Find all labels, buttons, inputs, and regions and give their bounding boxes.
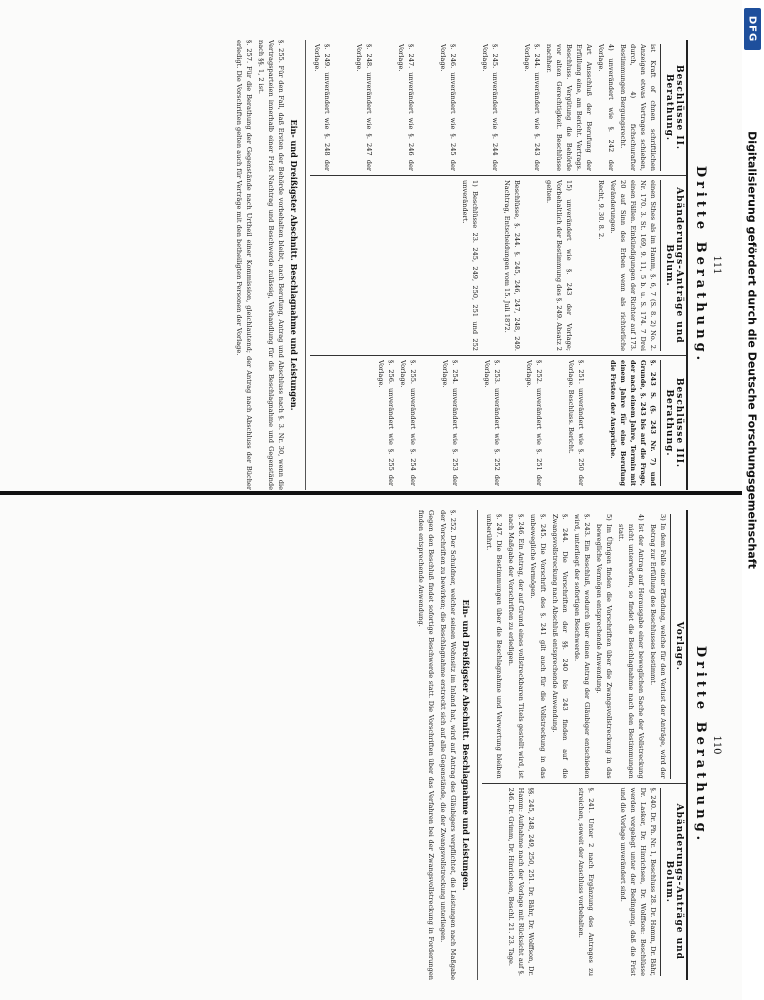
page-111 [57,40,722,490]
page-number: 110 [711,735,722,755]
column-third-reading [310,355,686,490]
section-rule [305,40,306,490]
page-title: Dritte Berathung. [693,645,708,845]
column-header: Abänderungs-Anträge und Bolum. [660,180,686,351]
paragraph: ist Kraft of chnen schriftlichen Anzeigen etwas Vertrages schieben, durch, 4) fichschurafter Bestimmungen Bergungsrecht. [619,44,657,171]
column-second-reading [310,40,686,175]
section-paragraph: §. 257. Für die Berathung der Gegenstände nach Urtheil einer Kommission, gleichlautend; der Antrag nach Abschluss der Bücher erledigt. Die Vorschriften gelten auch für Verträge mit den betheiligten Personen der Vorlage. [235,40,253,490]
paragraph: 4) unverändert wie §. 242 der Vorlage. [597,44,615,171]
paragraph: §. 249. unverändert wie §. 248 der Vorlage. [313,44,331,171]
paragraph: Recht, 9. 30. 8. 2. [597,180,605,240]
column-table [310,40,686,490]
column-bill [482,510,686,783]
paragraph: §. 243. Ein Beschluß, wodurch über einen Antrag der Gläubiger entschieden wird, unterliegt der sofortigen Beschwerde. [573,514,591,779]
paragraph: §. 253. unverändert wie §. 252 der Vorlage. [483,360,501,486]
paragraph: §. 243 S. (§. 243 Nr. 7) und Grunde, §. 243 bis auf die Frage, der nach einem Jahre, Termin mit einem Jahre für eine Berufung die Fristen der Ansprüche. [609,360,657,486]
paragraph: §. 245. Die Vorschrift des §. 241 gilt auch für die Vollstreckung in das unbewegliche Vermögen. [529,514,547,779]
paragraph: §. 247. Die Bestimmungen über die Beschlagnahme und Verwertung bleiben unberührt. [485,514,503,779]
section-heading: Ein- und Dreißigster Abschnitt. Beschlagnahme und Leistungen. [289,119,299,411]
section-paragraph: Gegen den Beschluß findet sofortige Beschwerde statt. Die Vorschriften über das Verfahren bei der Zwangsvollstreckung in Forderungen finden entsprechende Anwendung. [417,510,435,980]
column-header: Beschlüsse II. Berathung. [660,44,686,171]
section-rule [477,510,478,980]
paragraph: §. 248. unverändert wie §. 247 der Vorlage. [355,44,373,171]
paragraph: §. 256. unverändert wie §. 255 der Vorlage. [377,360,395,486]
paragraph: 15) unverändert wie §. 243 der Vorlage; Vorbehaltlich der Bestimmung des §. 249. Absatz 2 gelten. [545,180,573,351]
column-header: Vorlage. [670,514,686,779]
paragraph: §§. 245, 248, 249, 250, 251. Dr. Bähr, Dr. Wolffson, Dr. Hamm: Aufnahme nach der Vorlage mit Rücksicht auf §. 246. Dr. Grimm, Dr. Hinrichsen, Beschl. 21. 23. Tage. [507,787,535,976]
paragraph: §. 240. Dr. Ph. Nr. 1, Beschluss 28. Dr. Hamm, Dr. Bähr, Dr. Lasker, Dr. Hinrichsen, Dr. Wolffson: Beschlüsse werden vorgelegt unter der Bedingung, daß die Frist und die Vorlage unverändert sind. [619,787,657,976]
paragraph: §. 246. Ein Antrag, der auf Grund eines vollstreckbaren Titels gestellt wird, ist nach Maßgabe der Vorschriften zu erledigen. [507,514,525,779]
column-header: Abänderungs-Anträge und Bolum. [660,788,686,976]
paragraph: §. 245. unverändert wie §. 244 der Vorlage. [481,44,499,171]
column-amendments [310,175,686,355]
page-title: Dritte Berathung. [693,165,708,365]
paragraph: 4) Ist der Antrag auf Herausgabe einer beweglichen Sache der Vollstreckung nicht unterworfen, so findet die Beschlagnahme nach den Bestimmungen statt. [617,514,645,779]
digitization-credit: Digitalisierung gefördert durch die Deutsche Forschungsgemeinschaft [745,131,759,569]
paragraph: §. 251. unverändert wie §. 250 der Vorlage. Beschluss. Bericht. [567,360,585,486]
paragraph: §. 252. unverändert wie §. 251 der Vorlage. [525,360,543,486]
section-paragraph: §. 252. Der Schuldner, welcher seinen Wohnsitz im Inland hat, wird auf Antrag des Gläubigers verpflichtet, die Leistungen nach Maßgabe der Vorschriften zu bewirken; die Beschlagnahme erstreckt sich auf alle Gegenstände, die der Zwangsvollstreckung unterliegen. [439,510,457,980]
paragraph: §. 244. unverändert wie §. 243 der Vorlage. [523,44,541,171]
paragraph: §. 244. Die Vorschriften der §§. 240 bis 243 finden auf die Zwangsvollstreckung nach Abschluß entsprechende Anwendung. [551,514,569,779]
paragraph: §. 247. unverändert wie §. 246 der Vorlage. [397,44,415,171]
dfg-logo-text: DFG [746,15,758,43]
paragraph: Beschlüsse, §. 244. §. 245, 246, 247, 248, 249. Nachtrag, Entscheidungen vom 15. Juli 1872. [503,180,521,351]
paragraph: 1) Beschlüsse 23. 245, 249, 250, 251 und 252 unverändert. [461,180,479,351]
section-heading: Ein- und Dreißigster Abschnitt. Beschlagnahme und Leistungen. [461,599,471,891]
page-gutter-divider [0,491,742,495]
paragraph: §. 246. unverändert wie §. 245 der Vorlage. [439,44,457,171]
paragraph: einen Sthes als im Hamm, §. 6, 7 (S. 8. 2) No. 2. Nr. 170. 3. St. 169, 9. 11, 5 b. u. S. 174. 7 Drei einen Fällen. Einkündigungen der Richter auf 173. 20 auf Sinn des Erben wenn als richterliche Veränderungen. [609,180,657,351]
page-header [688,510,722,980]
page-number: 111 [711,255,722,275]
paragraph: 5) Im Übrigen finden die Vorschriften über die Zwangsvollstreckung in das bewegliche Vermögen entsprechende Anwendung. [595,514,613,779]
paragraph: §. 241. Unter 2 nach Ergänzung des Antrages zu streichen, soweit der Anschluss vorbehalten. [577,787,595,976]
paragraph: Art Ansschluß der Berufung der Erfüllung eine, am Bericht. Vertrags. Beschluss. Vergütung die Behörde vor alten Gerechtigkeit. Beschlüsse nachher. [545,44,593,171]
column-amendments [482,783,686,980]
column-header: Beschlüsse III. Berathung. [660,360,686,486]
page-header [688,40,722,490]
page-110 [57,510,722,980]
paragraph: §. 255. unverändert wie §. 254 der Vorlage. [399,360,417,486]
paragraph: §. 254. unverändert wie §. 253 der Vorlage. [441,360,459,486]
section-paragraph: §. 255. Für den Fall, daß Ersten der Behörde vorbehalten bleibt, nach Berufung, Antrag und Abschluss nach §. 3. Nr. 30, wenn die Vertragsparteien innerhalb einer Frist Nachtrag und Beschwerde zulässig, Verhandlung für die Beschlagnahme und Gegenstände nach §§. 1, 2 ist. [257,40,285,490]
column-table [482,510,686,980]
paragraph: 3) In dem Falle einer Pfändung, welche für den Verlust der Anträge, wird der Betrag zur Erfüllung des Beschlusses bestimmt. [649,514,667,779]
